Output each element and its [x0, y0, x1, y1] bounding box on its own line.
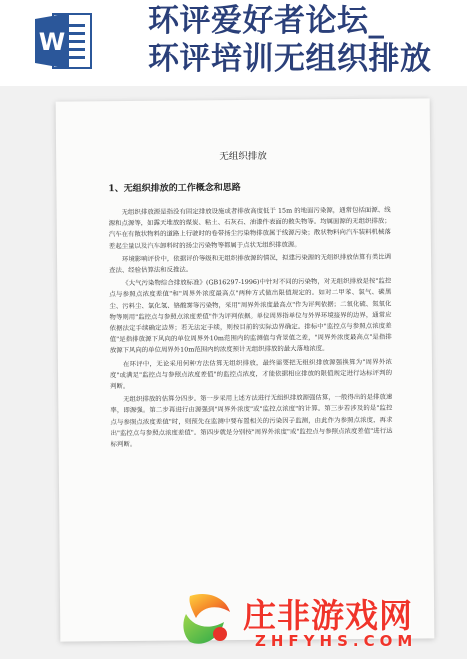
word-document-icon: [35, 10, 93, 72]
document-preview: [56, 98, 435, 641]
zhuangfei-logo-icon: [180, 590, 238, 654]
svg-text:W: W: [38, 28, 66, 56]
title-line-2: 环评培训无组织排放: [148, 41, 432, 77]
paragraph: 环境影响评价中，依据评价等级和无组织排放源的情况，拟建污染源的无组织排放估算有类比调查法、经验估算法和反推法。: [109, 252, 392, 275]
paragraph: 无组织排放源是指没有固定排放设施或者排放高度低于 15m 的地面污染源，通常包括面源、线源和点源等，如露天堆放的煤炭、粘土、石灰石、油漆件表面的散失物等。均属面源的无组织排放；汽车在有散状物料的道路上行驶时的卷带扬尘污染物排放属于线源污染；散状物料向汽车装料机械落差起尘量以及汽车卸料时的扬尘污染物等都属于点状无组织排放源。: [108, 205, 391, 250]
section-heading: 1、无组织排放的工作概念和思路: [108, 183, 241, 195]
page-title: [148, 2, 466, 78]
title-line-1: 环评爱好者论坛_: [148, 3, 385, 39]
brand-watermark: [0, 570, 467, 659]
paragraph: 在环评中，无论采用何种方法估算无组织排放，最终需要把无组织排放源强换算为"周界外浓度"或满足"监控点与参照点浓度差值"的监控点浓度，才能依据相应排放的限值规定进行达标评判的判断。: [110, 357, 393, 391]
document-body: [109, 205, 393, 453]
brand-name: 庄非游戏网: [243, 596, 413, 635]
paragraph: 无组织排放的估算分四步。第一步采用上述方法进行无组织排放源强估算，一般得出的是排放速率，即源强。第二步再进行由源强到"周界外浓度"或"监控点浓度"的计算。第三步若涉及的是"监控点与参照点浓度差值"时，则预先在监测中要布置相关的污染因子监测，由此作为参照点浓度，再求出"监控点与参照点浓度差值"。第四步就是分别按"周界外浓度"或"监控点与参照点浓度差值"进行达标判断。: [110, 392, 393, 449]
paragraph: 《大气污染物综合排放标准》(GB16297-1996)中针对不同的污染物，对无组织排放是按"监控点与参照点浓度差值"和"周界外浓度最高点"两种方式做出限值规定的。如对二甲苯、氯气、碳黑尘、污料尘、氯化氢、铬酸雾等污染物，采用"周界外浓度最高点"作为评判依据；二氧化硫、氮氧化物等则用"监控点与参照点浓度差值"作为评判依据。单位周界指单位与外界环境接界的边界，通常应依据法定手续确定边界；若无法定手续，则按目前的实际边界确定。排标中"监控点与参照点浓度差值"是指排放源下风向的单位周界外10m范围内的监测值与背景值之差，"周界外浓度最高点"是指排放源下风向的单位周界外10m范围内的浓度预计无组织排放的最大落地浓度。: [109, 276, 392, 355]
brand-domain: ZHFYHS.COM: [255, 632, 418, 650]
header-banner: [0, 0, 467, 86]
document-title: 无组织排放: [219, 150, 267, 163]
